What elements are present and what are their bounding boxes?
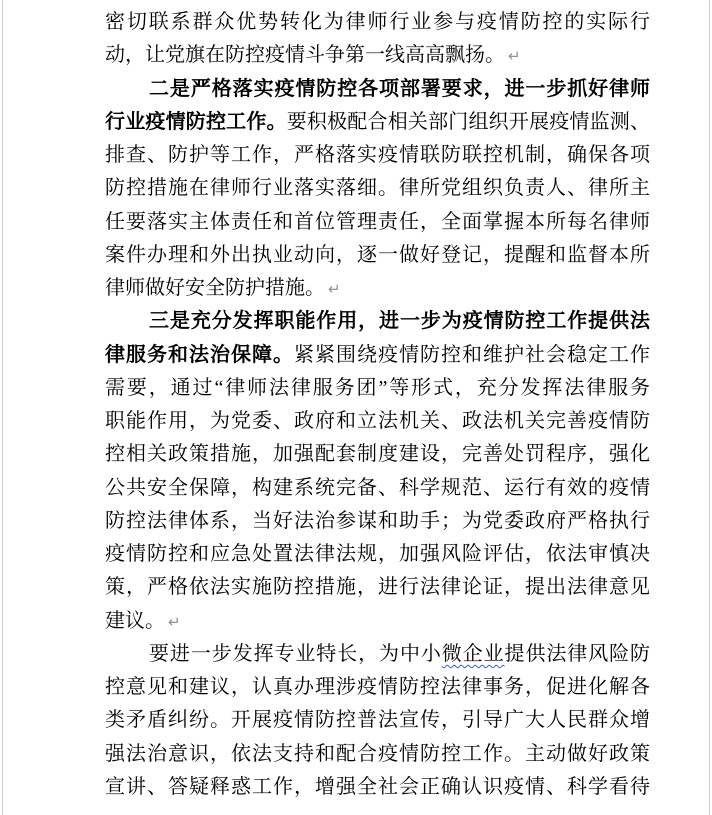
text-line [105,39,650,72]
body-text: 需要，通过“律师法律服务团”等形式，充分发挥法律服务 [105,376,650,399]
text-line [105,472,650,505]
text-line [105,571,650,604]
text-line [105,6,650,39]
paragraph-mark-icon: ↵ [168,612,181,631]
body-text: 强法治意识，依法支持和配合疫情防控工作。主动做好政策 [105,742,650,765]
text-line [105,505,650,538]
body-text: 策，严格依法实施防控措施，进行法律论证，提出法律意见 [105,576,650,599]
text-line [105,671,650,704]
paragraph-mark-icon: ↵ [508,47,521,66]
emphasis-text: 律服务和法治保障。 [105,343,294,366]
body-text: 提供法律风险防 [504,642,651,665]
body-text: 案件办理和外出执业动向，逐一做好登记，提醒和监督本所 [105,243,650,266]
text-line [105,339,650,372]
body-text: 控意见和建议，认真办理涉疫情防控法律事务，促进化解各 [105,676,650,698]
body-text: 控相关政策措施，加强配套制度建设，完善处罚程序，强化 [105,443,650,466]
page-edge-right [709,0,710,815]
page-edge-left [2,0,3,815]
text-line [105,704,650,737]
body-text: 要进一步发挥专业特长，为中小 [149,642,442,665]
document-body[interactable] [105,6,650,804]
body-text: 疫情防控和应急处置法律法规，加强风险评估，依法审慎决 [105,543,650,565]
body-text: 类矛盾纠纷。开展疫情防控普法宣传，引导广大人民群众增 [105,709,650,732]
body-text: 密切联系群众优势转化为律师行业参与疫情防控的实际行 [105,11,650,33]
text-line [105,305,650,338]
body-text: 公共安全保障，构建系统完备、科学规范、运行有效的疫情 [105,476,650,499]
body-text: 律师做好安全防护措施。 [105,277,325,299]
paragraph-mark-icon: ↵ [328,280,341,298]
body-text: 要积极配合相关部门组织开展疫情监测、 [286,110,651,133]
body-text: 职能作用，为党委、政府和立法机关、政法机关完善疫情防 [105,410,650,432]
text-line [105,538,650,571]
text-line [105,206,650,239]
body-text: 任要落实主体责任和首位管理责任，全面掌握本所每名律师 [105,210,650,233]
text-line [105,771,650,804]
text-line [105,272,650,305]
emphasis-text: 三是充分发挥职能作用，进一步为疫情防控工作提供法 [149,310,650,333]
text-line [105,139,650,172]
emphasis-text: 行业疫情防控工作。 [105,110,287,133]
text-line [105,638,650,671]
body-text: 防控法律体系，当好法治参谋和助手；为党委政府严格执行 [105,509,650,532]
text-line [105,73,650,106]
body-text: 动，让党旗在防控疫情斗争第一线高高飘扬。 [105,44,505,67]
spellcheck-flagged-text: 微企业 [441,642,505,665]
body-text: 防控措施在律师行业落实落细。律所党组织负责人、律所主 [105,177,650,200]
text-line [105,172,650,205]
text-line [105,372,650,405]
text-line [105,106,650,139]
body-text: 建议。 [105,609,165,632]
text-line [105,405,650,438]
body-text: 排查、防护等工作，严格落实疫情联防联控机制，确保各项 [105,144,650,166]
text-line [105,738,650,771]
text-line [105,605,650,638]
body-text: 紧紧围绕疫情防控和维护社会稳定工作 [294,343,650,366]
body-text: 宣讲、答疑释惑工作，增强全社会正确认识疫情、科学看待 [105,775,650,798]
text-line [105,438,650,471]
emphasis-text: 二是严格落实疫情防控各项部署要求，进一步抓好律师 [149,77,650,100]
text-line [105,239,650,272]
